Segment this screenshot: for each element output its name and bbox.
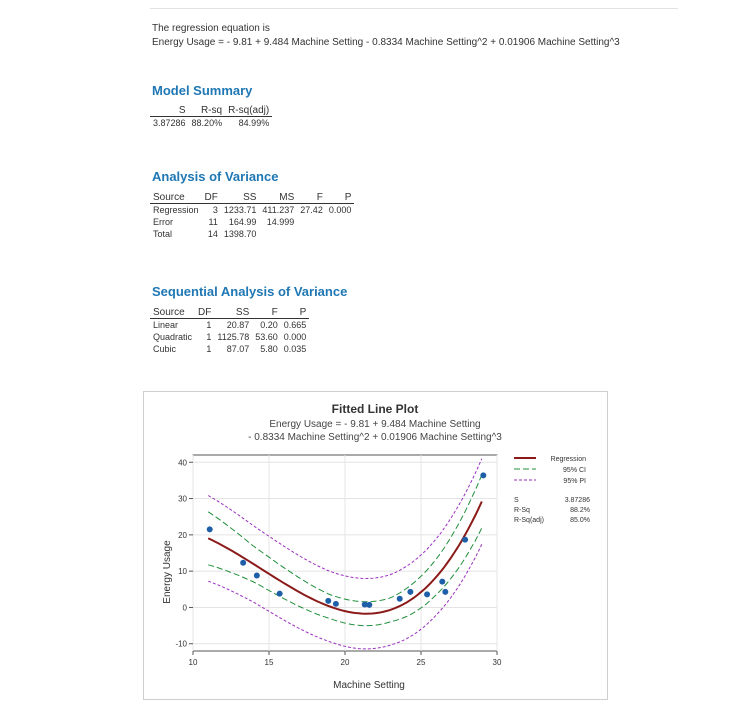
chart-title: Fitted Line Plot [331,402,419,416]
x-tick-label: 10 [188,658,198,667]
anova-cell: 11 [208,217,218,227]
anova-cell: 27.42 [300,205,323,215]
seq-cell: 53.60 [255,332,278,342]
model-summary-table [150,105,272,129]
anova-header: DF [202,192,221,204]
seq-header: P [281,307,310,319]
x-axis-label: Machine Setting [333,680,405,691]
seq-cell: 1 [206,320,212,330]
seq-cell: Linear [153,320,179,330]
anova-cell: 164.99 [228,217,257,227]
data-point [407,589,413,595]
data-point [325,598,331,604]
anova-header: F [297,192,326,204]
seq-cell: 0.20 [260,320,278,330]
anova-cell [259,228,297,240]
y-tick-label: 30 [178,494,187,504]
data-point [333,601,339,607]
ms-header-rsq: R-sq [189,105,226,117]
y-tick-label: 0 [182,603,187,613]
y-tick-label: -10 [175,639,187,649]
seq-header: DF [195,307,214,319]
ms-cell: 88.20% [191,118,223,128]
ms-cell: 84.99% [238,118,270,128]
anova-cell: 411.237 [262,205,295,215]
anova-table [150,192,354,240]
data-point [439,579,445,585]
top-divider [150,8,678,9]
table-row [150,331,309,343]
seq-header: SS [214,307,252,319]
anova-cell [297,216,326,228]
table-row [150,343,309,355]
seq-anova-title: Sequential Analysis of Variance [152,284,348,299]
anova-header: Source [150,192,202,204]
data-point [462,537,468,543]
table-row [150,228,354,240]
seq-cell: 1 [206,332,212,342]
anova-cell [326,216,355,228]
data-point [366,602,372,608]
data-point [254,573,260,579]
anova-title: Analysis of Variance [152,169,279,184]
seq-header: Source [150,307,195,319]
legend-label: Regression [550,456,586,463]
x-tick-label: 20 [340,658,350,667]
seq-cell: 1125.78 [217,332,250,342]
seq-cell: 0.035 [283,344,307,354]
anova-cell: Regression [153,205,199,215]
chart-subtitle-line-1: Energy Usage = - 9.81 + 9.484 Machine Setting [269,419,481,430]
anova-cell: Total [153,229,173,239]
table-row [150,204,354,217]
data-point [207,526,213,532]
data-point [442,589,448,595]
data-point [277,591,283,597]
anova-cell: 3 [212,205,218,215]
regression-intro: The regression equation is [152,23,270,34]
seq-cell: 0.665 [283,320,307,330]
seq-cell: Quadratic [153,332,193,342]
seq-anova-table [150,307,309,355]
chart-subtitle-line-2: - 0.8334 Machine Setting^2 + 0.01906 Machine Setting^3 [248,432,502,443]
x-tick-label: 15 [264,658,274,667]
anova-header: P [326,192,355,204]
fitted-line-plot [144,392,607,699]
data-point [240,560,246,566]
table-row [150,216,354,228]
seq-cell: 0.000 [283,332,307,342]
regression-equation: Energy Usage = - 9.81 + 9.484 Machine Setting - 0.8334 Machine Setting^2 + 0.01906 Machine Setting^3 [152,37,620,48]
ms-header-s: S [150,105,189,117]
stat-value: 85.0% [570,517,590,524]
data-point [424,591,430,597]
anova-header: MS [259,192,297,204]
anova-cell [297,228,326,240]
ms-cell: 3.87286 [153,118,186,128]
fitted-line-plot-frame [143,391,608,700]
anova-cell: 14.999 [266,217,295,227]
legend-label: 95% CI [563,467,586,474]
stat-label: R-Sq(adj) [514,517,544,524]
ms-header-rsqadj: R-sq(adj) [225,105,272,117]
model-summary-title: Model Summary [152,83,253,98]
stat-label: R-Sq [514,507,530,514]
stat-label: S [514,497,519,504]
seq-cell: 5.80 [260,344,278,354]
legend-label: 95% PI [563,478,586,485]
y-axis-label: Energy Usage [162,540,173,604]
data-point [480,472,486,478]
anova-cell: Error [153,217,173,227]
anova-cell: 1233.71 [223,205,257,215]
anova-cell: 0.000 [328,205,352,215]
anova-cell [326,228,355,240]
anova-cell: 14 [207,229,218,239]
anova-cell: 1398.70 [223,229,257,239]
data-point [397,596,403,602]
stat-value: 3.87286 [564,497,590,504]
table-row [150,319,309,332]
x-tick-label: 30 [492,658,502,667]
x-tick-label: 25 [416,658,426,667]
y-tick-label: 20 [178,530,187,540]
stat-value: 88.2% [570,507,590,514]
seq-cell: 20.87 [226,320,250,330]
anova-header: SS [221,192,260,204]
seq-cell: 87.07 [226,344,250,354]
seq-header: F [252,307,281,319]
seq-cell: 1 [206,344,212,354]
y-tick-label: 10 [178,567,187,577]
y-tick-label: 40 [178,458,187,468]
seq-cell: Cubic [153,344,177,354]
